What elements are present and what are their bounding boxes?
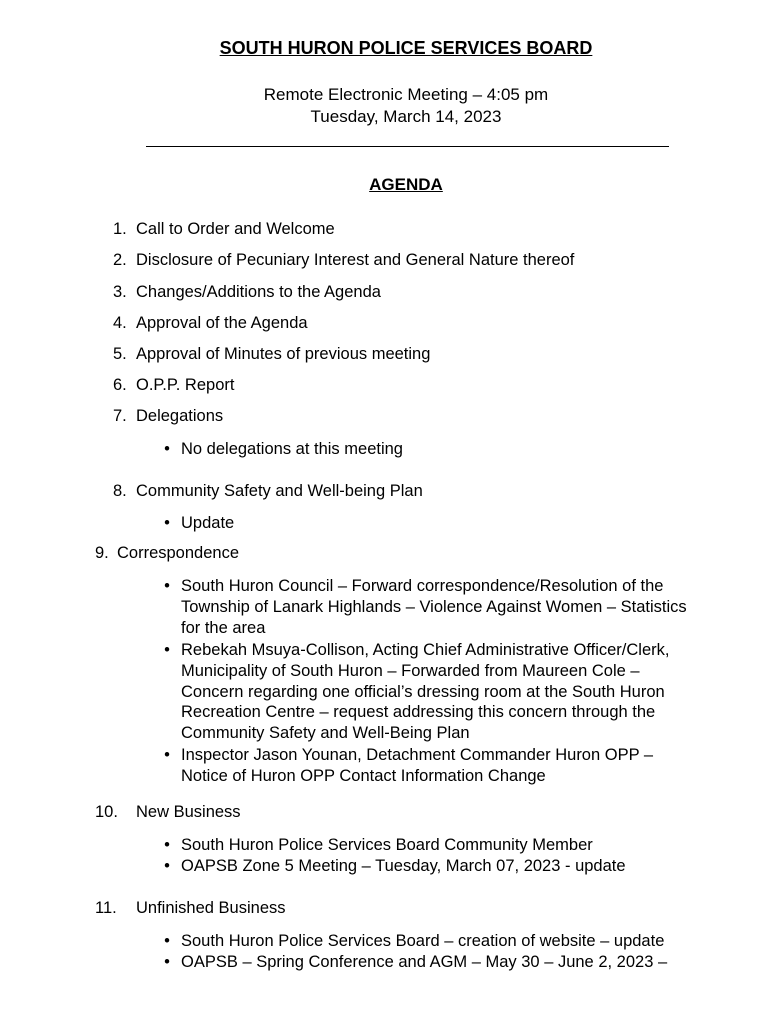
item-text: Disclosure of Pecuniary Interest and General Nature thereof [136,251,575,269]
correspondence-bullet-3 [181,745,653,787]
item-text: Approval of Minutes of previous meeting [136,345,431,363]
item-number: 10. [95,803,118,821]
item-number: 9. [95,544,109,562]
meeting-info [0,84,770,128]
item-text: O.P.P. Report [136,376,235,394]
meeting-line: Remote Electronic Meeting – 4:05 pm [263,85,549,104]
item-text: Unfinished Business [136,899,286,917]
item-number: 5. [113,345,127,363]
agenda-item-11 [95,898,286,918]
item-text: Community Safety and Well-being Plan [136,482,423,500]
delegations-bullet: No delegations at this meeting [181,440,403,458]
divider-line [146,146,669,147]
item-text: Changes/Additions to the Agenda [136,283,381,301]
item-text: Call to Order and Welcome [136,220,335,238]
bullet-glyph: • [164,857,170,875]
correspondence-bullet-1 [181,576,687,638]
unfinished-business-bullet-1: South Huron Police Services Board – creation of website – update [181,932,665,950]
item-number: 7. [113,407,127,425]
item-number: 3. [113,283,127,301]
bullet-glyph: • [164,440,170,458]
unfinished-business-bullet-2: OAPSB – Spring Conference and AGM – May 30 – June 2, 2023 – [181,953,668,971]
item-number: 8. [113,482,127,500]
bullet-glyph: • [164,641,170,659]
item-text: Correspondence [117,544,239,562]
agenda-item-3 [113,282,381,302]
bullet-glyph: • [164,577,170,595]
agenda-item-4 [113,313,308,333]
bullet-line: Rebekah Msuya-Collison, Acting Chief Administrative Officer/Clerk, [181,641,670,659]
bullet-line: Community Safety and Well-Being Plan [181,724,470,743]
bullet-glyph: • [164,932,170,950]
bullet-glyph: • [164,514,170,532]
meeting-date: Tuesday, March 14, 2023 [310,107,502,126]
board-title: SOUTH HURON POLICE SERVICES BOARD [219,38,593,58]
bullet-glyph: • [164,836,170,854]
item-number: 6. [113,376,127,394]
item-number: 1. [113,220,127,238]
item-number: 2. [113,251,127,269]
item-number: 11. [95,899,117,917]
correspondence-bullet-2 [181,640,669,744]
item-text: New Business [136,803,241,821]
agenda-item-6 [113,375,235,395]
agenda-item-1 [113,219,335,239]
bullet-glyph: • [164,953,170,971]
safety-bullet: Update [181,514,235,532]
bullet-line: Notice of Huron OPP Contact Information Change [181,766,546,785]
item-text: Delegations [136,407,224,425]
agenda-item-7 [113,406,224,426]
bullet-line: Concern regarding one official’s dressing room at the South Huron [181,682,665,701]
agenda-item-2 [113,250,575,270]
bullet-glyph: • [164,746,170,764]
agenda-heading: AGENDA [369,175,443,194]
bullet-line: for the area [181,618,266,637]
bullet-line: Recreation Centre – request addressing this concern through the [181,703,656,722]
new-business-bullet-1: South Huron Police Services Board Community Member [181,836,593,854]
item-number: 4. [113,314,127,332]
agenda-item-10 [95,802,241,822]
bullet-line: Municipality of South Huron – Forwarded from Maureen Cole – [181,661,640,680]
bullet-line: Inspector Jason Younan, Detachment Commander Huron OPP – [181,746,654,764]
new-business-bullet-2: OAPSB Zone 5 Meeting – Tuesday, March 07, 2023 - update [181,857,626,875]
bullet-line: Township of Lanark Highlands – Violence Against Women – Statistics [181,597,687,616]
bullet-line: South Huron Council – Forward correspondence/Resolution of the [181,577,664,595]
item-text: Approval of the Agenda [136,314,308,332]
agenda-item-8 [113,481,423,501]
agenda-item-5 [113,344,431,364]
agenda-item-9 [95,543,239,563]
